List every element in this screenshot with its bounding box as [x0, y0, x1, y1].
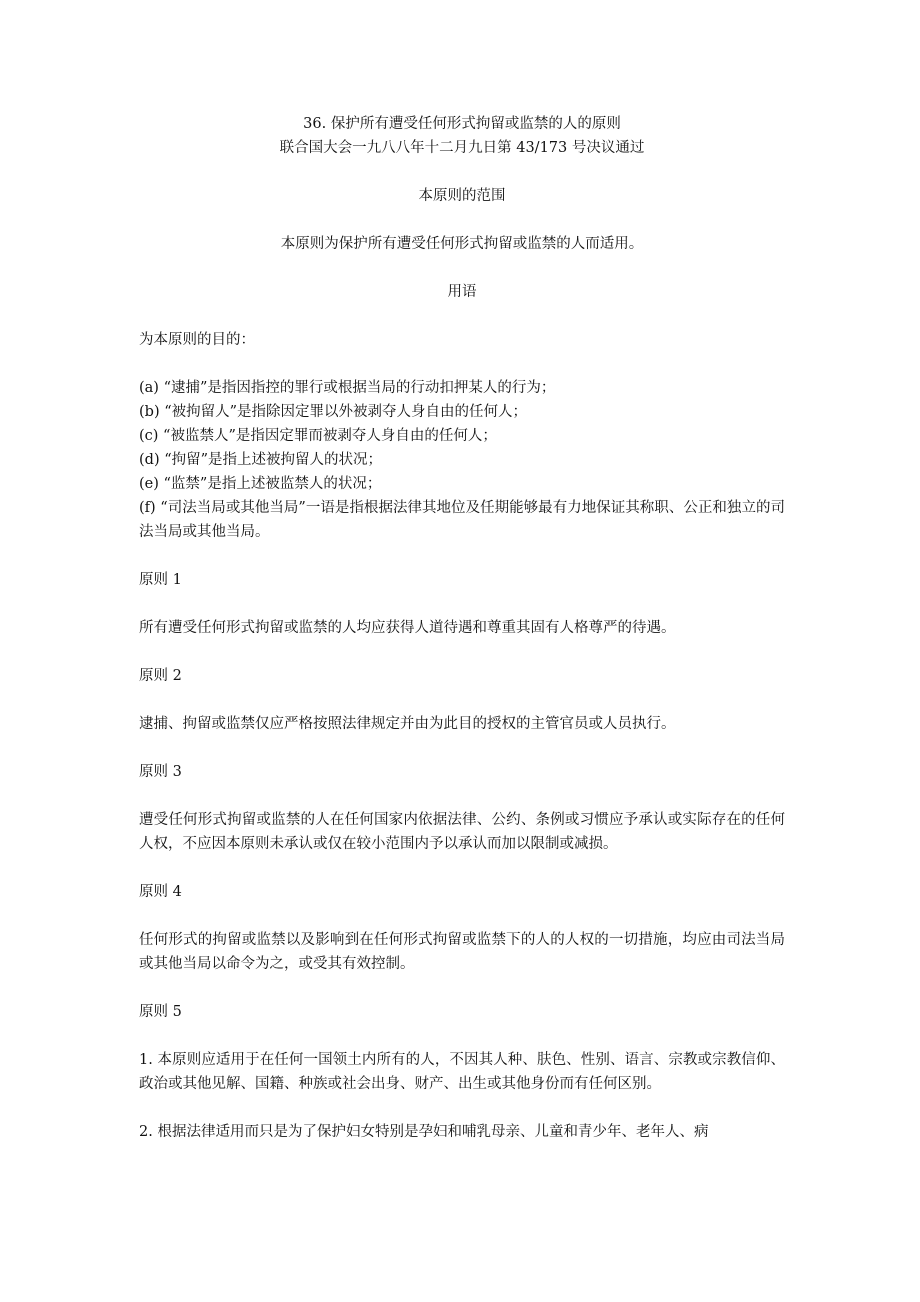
- principle-3-text: 遭受任何形式拘留或监禁的人在任何国家内依据法律、公约、条例或习惯应予承认或实际存在的任何人权，不应因本原则未承认或仅在较小范围内予以承认而加以限制或减损。: [139, 812, 785, 852]
- document-title: 36. 保护所有遭受任何形式拘留或监禁的人的原则: [303, 116, 621, 132]
- principle-5-heading: 原则 5: [139, 1004, 182, 1020]
- definition-item: (b) “被拘留人”是指除因定罪以外被剥夺人身自由的任何人；: [139, 404, 528, 420]
- scope-text: 本原则为保护所有遭受任何形式拘留或监禁的人而适用。: [280, 236, 644, 252]
- definitions-list: [139, 376, 785, 544]
- scope-heading: 本原则的范围: [418, 188, 506, 204]
- principle-1-text: 所有遭受任何形式拘留或监禁的人均应获得人道待遇和尊重其固有人格尊严的待遇。: [139, 620, 676, 636]
- definition-item: (c) “被监禁人”是指因定罪而被剥夺人身自由的任何人；: [139, 428, 497, 444]
- document-body: [139, 112, 785, 1144]
- principle-5-paragraph-1: 1. 本原则应适用于在任何一国领土内所有的人，不因其人种、肤色、性别、语言、宗教或宗教信仰、政治或其他见解、国籍、种族或社会出身、财产、出生或其他身份而有任何区别。: [139, 1052, 785, 1092]
- principle-4-heading: 原则 4: [139, 884, 182, 900]
- principle-3-heading: 原则 3: [139, 764, 182, 780]
- definition-item: (f) “司法当局或其他当局”一语是指根据法律其地位及任期能够最有力地保证其称职、公正和独立的司法当局或其他当局。: [139, 500, 785, 540]
- principle-1-heading: 原则 1: [139, 572, 182, 588]
- principle-4-text: 任何形式的拘留或监禁以及影响到在任何形式拘留或监禁下的人的人权的一切措施，均应由司法当局或其他当局以命令为之，或受其有效控制。: [139, 932, 785, 972]
- definition-item: (a) “逮捕”是指因指控的罪行或根据当局的行动扣押某人的行为；: [139, 380, 556, 396]
- principle-5-paragraph-2: 2. 根据法律适用而只是为了保护妇女特别是孕妇和哺乳母亲、儿童和青少年、老年人、病: [139, 1124, 709, 1140]
- principle-2-heading: 原则 2: [139, 668, 182, 684]
- document-subtitle: 联合国大会一九八八年十二月九日第 43/173 号决议通过: [279, 140, 645, 156]
- definition-item: (e) “监禁”是指上述被监禁人的状况；: [139, 476, 382, 492]
- terms-intro: 为本原则的目的：: [139, 332, 255, 348]
- principle-2-text: 逮捕、拘留或监禁仅应严格按照法律规定并由为此目的授权的主管官员或人员执行。: [139, 716, 676, 732]
- terms-heading: 用语: [447, 284, 477, 300]
- definition-item: (d) “拘留”是指上述被拘留人的状况；: [139, 452, 383, 468]
